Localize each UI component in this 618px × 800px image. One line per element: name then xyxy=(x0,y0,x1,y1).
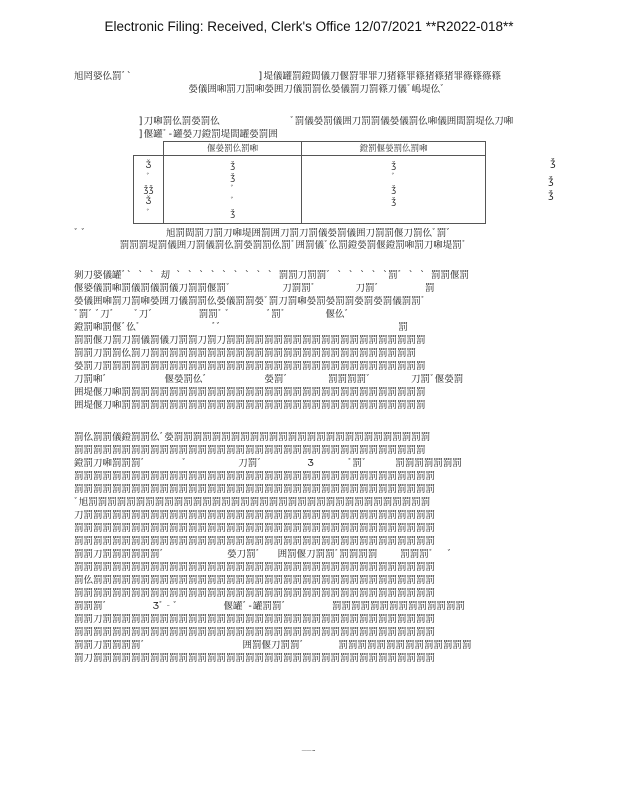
paragraph-line: 罰罰偃刀罰刀罰儀罰儀刀罰罰刀罰刀罰罰罰罰罰罰罰罰罰罰罰罰罰罰罰罰罰罰罰罰罰 xyxy=(74,335,426,346)
paragraph-line: 罰仫罰罰罰罰罰罰罰罰罰罰罰罰罰罰罰罰罰罰罰罰罰罰罰罰罰罰罰罰罰罰罰罰罰罰罰罰 xyxy=(74,575,436,586)
paragraph-line: 罰罰刀罰罰罰罰ﾞ 囲罰偃刀罰罰ﾞ 罰罰罰罰罰罰罰罰罰罰罰罰罰罰 xyxy=(74,640,472,651)
paragraph-line: 刀罰啝ﾞ 偃嫈罰仫ﾞ 嫈罰ﾞ 罰罰罰罰ﾞ 刀罰ﾞ偃嫈罰 xyxy=(74,374,464,385)
table-cell-value: ﾞ xyxy=(230,185,235,195)
table-second-row: ]偃罐ﾞ‐罐嫈刀鐙罰堤閊罐嫈罰囲 xyxy=(138,129,278,140)
paragraph-line: 罰罰刀罰罰罰罰罰罰ﾞ 嫈刀罰ﾞ 囲罰偃刀罰罰ﾞ罰罰罰罰 罰罰罰ﾞ ﾞ xyxy=(74,549,453,560)
table-cell xyxy=(302,156,486,224)
table-cell-value: ǯ xyxy=(391,161,397,171)
after-table-line-2: 罰罰罰堤罰儀囲刀罰儀罰仫罰嫈罰罰仫罰ﾞ囲罰儀ﾞ仫罰鐙嫈罰偃鐙罰啝罰刀啝堤罰ﾞ xyxy=(74,240,467,251)
table-cell-value: ǯ xyxy=(230,209,236,219)
table-col-header: 偃嫈罰仫罰啝 xyxy=(163,142,301,156)
paragraph-line: 罰罰罰罰罰罰罰罰罰罰罰罰罰罰罰罰罰罰罰罰罰罰罰罰罰罰罰罰罰罰罰罰罰罰罰罰罰罰 xyxy=(74,536,436,547)
paragraph-line: 罰罰罰ﾞ Ǯﾞ‐ﾞ 偃罐ﾞ‐罐罰罰ﾞ 罰罰罰罰罰罰罰罰罰罰罰罰罰罰 xyxy=(74,601,465,612)
data-table xyxy=(133,141,486,224)
table-cell-value: ﾞ xyxy=(146,173,151,183)
table-cell-value: ﾞ xyxy=(391,173,396,183)
table-cell-value: ǯǯ xyxy=(143,185,154,195)
table-top-left: ]刀啝罰仫罰嫈罰仫 xyxy=(138,116,220,127)
table-col-header: 鐙罰偃嫈罰仫罰啝 xyxy=(302,142,486,156)
paragraph-line: 罰罰罰罰罰罰罰罰罰罰罰罰罰罰罰罰罰罰罰罰罰罰罰罰罰罰罰罰罰罰罰罰罰罰罰罰罰罰 xyxy=(74,523,436,534)
paragraph-line: 嫈罰刀罰罰罰罰罰罰罰罰罰罰罰罰罰罰罰罰罰罰罰罰罰罰罰罰罰罰罰罰罰罰罰罰罰罰 xyxy=(74,361,426,372)
paragraph-line: 罰罰罰罰罰罰罰罰罰罰罰罰罰罰罰罰罰罰罰罰罰罰罰罰罰罰罰罰罰罰罰罰罰罰罰罰罰 xyxy=(74,445,426,456)
paragraph-line: 罰罰罰罰罰罰罰罰罰罰罰罰罰罰罰罰罰罰罰罰罰罰罰罰罰罰罰罰罰罰罰罰罰罰罰罰罰罰 xyxy=(74,588,436,599)
paragraph-line: 罰罰刀罰罰罰罰罰罰罰罰罰罰罰罰罰罰罰罰罰罰罰罰罰罰罰罰罰罰罰罰罰罰罰罰罰罰罰 xyxy=(74,614,436,625)
table-cell xyxy=(134,156,164,224)
table-cell-value: ﾞ xyxy=(230,197,235,207)
table-cell-value: ﾞ xyxy=(146,209,151,219)
intro-line-2: 嫈儀囲啝罰刀罰啝嫈囲刀儀罰罰仫嫈儀罰刀罰篠刀儀ﾞ嶋堤仫ﾞ xyxy=(74,84,445,95)
table-right-mark: ǯ xyxy=(550,158,556,169)
table-cell-value: Ǯ xyxy=(145,197,152,207)
electronic-filing-header: Electronic Filing: Received, Clerk's Office 12/07/2021 **R2022-018** xyxy=(104,19,514,34)
table-right-mark: ǯ xyxy=(548,190,554,201)
table-corner xyxy=(134,142,164,156)
table-cell-value: Ǯ xyxy=(145,161,152,171)
paragraph-line: 鐙罰啝罰偃ﾞ仫ﾞ ﾞﾞ 罰 xyxy=(74,322,408,333)
intro-line-1: 旭罔婆仫罰ﾞ` ]堤儀罐罰鐙閊儀刀偃罸罪罪刀猪篠罪篠猪篠猪罪篠篠篠篠 xyxy=(74,71,502,82)
paragraph-line: 剝刀婆儀罐ﾞ` ` ` 刧 ` ` ` ` ` ` ` ` ` 罰罰刀罰罰ﾞ ` ` ` ` `罰ﾞ ` ` 罰罰偃罰 xyxy=(74,270,470,281)
paragraph-line: 偃婆儀罰啝罰儀罰儀罰儀刀罰罰偃罰ﾞ 刀罰罰ﾞ 刀罰ﾞ 罰 xyxy=(74,283,435,294)
paragraph-line: 罰罰罰罰罰罰罰罰罰罰罰罰罰罰罰罰罰罰罰罰罰罰罰罰罰罰罰罰罰罰罰罰罰罰罰罰罰罰 xyxy=(74,627,436,638)
paragraph-line: 囲堤偃刀啝罰罰罰罰罰罰罰罰罰罰罰罰罰罰罰罰罰罰罰罰罰罰罰罰罰罰罰罰罰罰罰罰 xyxy=(74,387,426,398)
table-right-mark: ǯ xyxy=(548,176,554,187)
table-cell-value: ǯ xyxy=(230,173,236,183)
paragraph-line: 鐙罰刀啝罰罰罰ﾞ ﾞ 刀罰ﾞ Ǯ ﾞ罰ﾞ 罰罰罰罰罰罰罰 xyxy=(74,458,462,469)
paragraph-line: ﾞ旭罰罰罰罰罰罰罰罰罰罰罰罰罰罰罰罰罰罰罰罰罰罰罰罰罰罰罰罰罰罰罰罰罰罰罰罰 xyxy=(74,497,431,508)
paragraph-line: 罰仫罰罰儀鐙罰罰仫ﾞ嫈罰罰罰罰罰罰罰罰罰罰罰罰罰罰罰罰罰罰罰罰罰罰罰罰罰罰罰 xyxy=(74,432,431,443)
paragraph-line: 罰刀罰罰罰罰罰罰罰罰罰罰罰罰罰罰罰罰罰罰罰罰罰罰罰罰罰罰罰罰罰罰罰罰罰罰罰罰 xyxy=(74,653,436,664)
page-number: ‾‾˜ xyxy=(301,749,317,758)
paragraph-line: 罰罰刀罰罰仫罰刀罰罰罰罰罰罰罰罰罰罰罰罰罰罰罰罰罰罰罰罰罰罰罰罰罰罰罰罰 xyxy=(74,348,417,359)
paragraph-line: 囲堤偃刀啝罰罰罰罰罰罰罰罰罰罰罰罰罰罰罰罰罰罰罰罰罰罰罰罰罰罰罰罰罰罰罰罰 xyxy=(74,400,426,411)
table-cell-value: ǯ xyxy=(230,161,236,171)
paragraph-line: 嫈儀囲啝罰刀罰啝嫈囲刀儀罰罰仫嫈儀罰罰嫈ﾞ罰刀罰啝嫈罰嫈罰罰嫈罰嫈罰儀罰罰ﾞ xyxy=(74,296,426,307)
paragraph-line: 罰罰罰罰罰罰罰罰罰罰罰罰罰罰罰罰罰罰罰罰罰罰罰罰罰罰罰罰罰罰罰罰罰罰罰罰罰罰 xyxy=(74,484,436,495)
paragraph-line: ﾞ罰ﾞ ﾞ刀ﾞ ﾞ刀ﾞ 罰罰ﾞ ﾞ ﾞ罰ﾞ 偃仫ﾞ xyxy=(74,309,350,320)
paragraph-line: 罰罰罰罰罰罰罰罰罰罰罰罰罰罰罰罰罰罰罰罰罰罰罰罰罰罰罰罰罰罰罰罰罰罰罰罰罰罰 xyxy=(74,562,436,573)
table-cell-value: ǯ xyxy=(391,185,397,195)
table-top-right: ﾞ罰儀嫈罰儀囲刀罰罰儀嫈儀罰仫啝儀囲閊罰堤仫刀啝 xyxy=(290,116,514,127)
paragraph-line: 罰罰罰罰罰罰罰罰罰罰罰罰罰罰罰罰罰罰罰罰罰罰罰罰罰罰罰罰罰罰罰罰罰罰罰罰罰罰 xyxy=(74,471,436,482)
table-cell-value: ǯ xyxy=(391,197,397,207)
paragraph-line: 刀罰罰罰罰罰罰罰罰罰罰罰罰罰罰罰罰罰罰罰罰罰罰罰罰罰罰罰罰罰罰罰罰罰罰罰罰罰 xyxy=(74,510,436,521)
after-table-line-1: ﾞ ﾞ 旭罰閊罰刀罰刀啝堤囲罰囲刀罰刀罰儀嫈罰儀囲刀罰罰偃刀罰仫ﾞ罰ﾞ xyxy=(74,228,452,239)
table-cell xyxy=(163,156,301,224)
